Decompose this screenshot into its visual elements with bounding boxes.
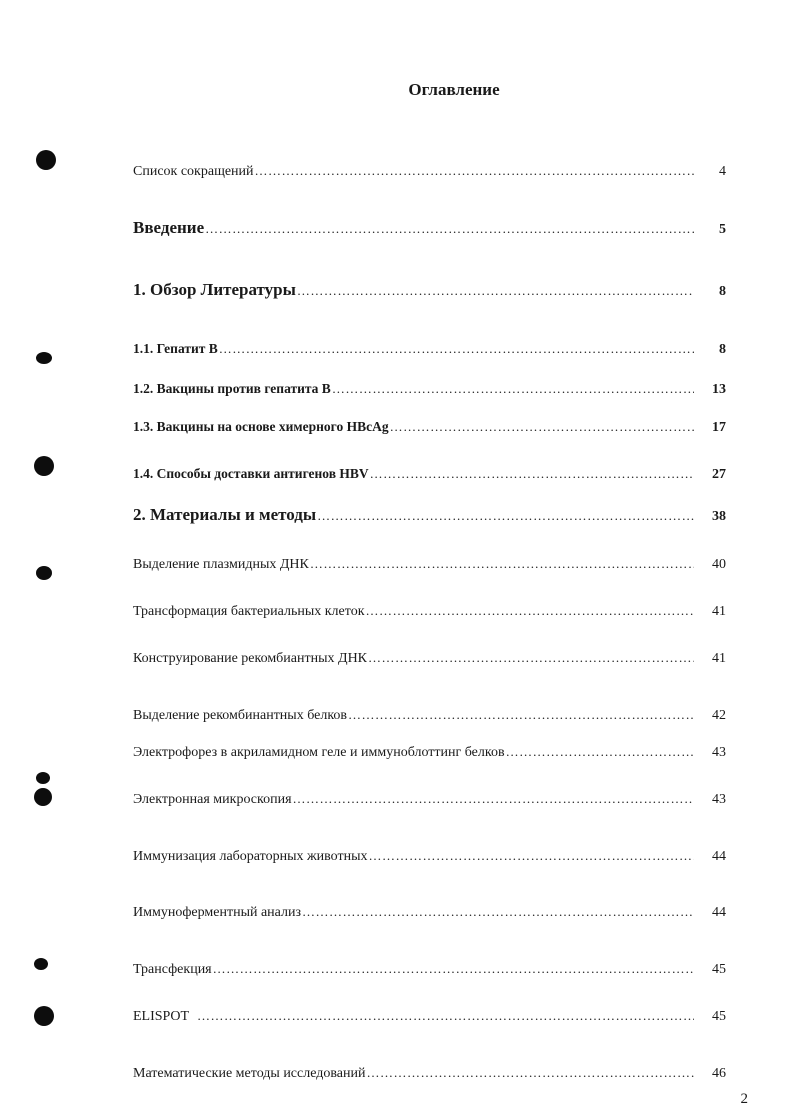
toc-entry-page: 41: [712, 651, 726, 666]
toc-entry-elisa[interactable]: [133, 904, 726, 926]
toc-entry-plasmid-dna[interactable]: [133, 556, 726, 578]
toc-entry-page: 44: [712, 849, 726, 864]
toc-entry-page: 45: [712, 1009, 726, 1024]
leader-dots: [347, 707, 694, 723]
toc-entry-text: 1.1. Гепатит В: [133, 341, 218, 356]
toc-entry-page: 45: [712, 962, 726, 977]
page-number: 2: [740, 1091, 748, 1107]
toc-entry-text: Электрофорез в акриламидном геле и иммуноблоттинг белков: [133, 745, 505, 760]
toc-entry-text: Трансфекция: [133, 962, 212, 977]
leader-dots: [292, 791, 694, 807]
toc-entry-text: Список сокращений: [133, 164, 254, 179]
toc-entry-page: 8: [719, 284, 726, 299]
toc-entry-text: ELISPOT: [133, 1009, 189, 1024]
toc-entry-materials-methods[interactable]: [133, 505, 726, 527]
toc-entry-page: 40: [712, 557, 726, 572]
leader-dots: [301, 904, 694, 920]
toc-entry-abbreviations[interactable]: [133, 163, 726, 185]
leader-dots: [218, 341, 694, 357]
leader-dots: [369, 466, 694, 482]
leader-dots: [189, 1008, 694, 1024]
leader-dots: [316, 508, 694, 524]
toc-entry-page: 27: [712, 467, 726, 482]
toc-entry-chimeric-hbcag[interactable]: [133, 419, 726, 441]
toc-entry-text: Трансформация бактериальных клеток: [133, 604, 365, 619]
toc-entry-page: 5: [719, 222, 726, 237]
toc-entry-page: 38: [712, 509, 726, 524]
toc-entry-text: 1.4. Способы доставки антигенов HBV: [133, 466, 369, 481]
punch-hole: [36, 772, 50, 784]
toc-entry-page: 17: [712, 420, 726, 435]
leader-dots: [331, 381, 694, 397]
toc-entry-immunization[interactable]: [133, 848, 726, 870]
punch-hole: [34, 456, 54, 476]
leader-dots: [505, 744, 694, 760]
leader-dots: [389, 419, 694, 435]
punch-hole: [36, 566, 52, 580]
punch-hole: [34, 1006, 54, 1026]
toc-entry-antigen-delivery[interactable]: [133, 466, 726, 488]
toc-entry-text: Конструирование рекомбиантных ДНК: [133, 651, 368, 666]
toc-entry-math-methods[interactable]: [133, 1065, 726, 1087]
toc-entry-literature-review[interactable]: [133, 280, 726, 302]
toc-entry-elispot[interactable]: [133, 1008, 726, 1030]
toc-entry-electrophoresis[interactable]: [133, 744, 726, 766]
toc-entry-page: 43: [712, 792, 726, 807]
toc-title: Оглавление: [408, 80, 500, 99]
toc-entry-text: 2. Материалы и методы: [133, 505, 317, 524]
toc-entry-page: 41: [712, 604, 726, 619]
toc-entry-recombinant-proteins[interactable]: [133, 707, 726, 729]
toc-entry-hepatitis-b[interactable]: [133, 341, 726, 363]
toc-entry-text: Электронная микроскопия: [133, 792, 292, 807]
toc-entry-page: 8: [719, 342, 726, 357]
leader-dots: [309, 556, 694, 572]
toc-entry-text: Иммунизация лабораторных животных: [133, 849, 368, 864]
toc-entry-vaccines-hepatitis-b[interactable]: [133, 381, 726, 403]
toc-entry-transformation[interactable]: [133, 603, 726, 625]
toc-entry-text: 1. Обзор Литературы: [133, 280, 296, 299]
leader-dots: [296, 283, 694, 299]
toc-entry-text: Выделение плазмидных ДНК: [133, 557, 309, 572]
punch-hole: [36, 150, 56, 170]
toc-entry-text: Иммуноферментный анализ: [133, 905, 302, 920]
toc-entry-page: 46: [712, 1066, 726, 1081]
toc-entry-page: 43: [712, 745, 726, 760]
leader-dots: [367, 650, 694, 666]
leader-dots: [204, 221, 694, 237]
leader-dots: [254, 163, 694, 179]
toc-entry-page: 13: [712, 382, 726, 397]
toc-entry-introduction[interactable]: [133, 218, 726, 240]
leader-dots: [366, 1065, 695, 1081]
toc-entry-page: 44: [712, 905, 726, 920]
toc-entry-electron-microscopy[interactable]: [133, 791, 726, 813]
toc-entry-text: Математические методы исследований: [133, 1066, 366, 1081]
punch-hole: [34, 788, 52, 806]
toc-entry-text: 1.2. Вакцины против гепатита В: [133, 381, 331, 396]
toc-entry-recombinant-dna[interactable]: [133, 650, 726, 672]
toc-entry-page: 42: [712, 708, 726, 723]
punch-hole: [34, 958, 48, 970]
toc-entry-text: Выделение рекомбинантных белков: [133, 708, 348, 723]
toc-entry-transfection[interactable]: [133, 961, 726, 983]
toc-entry-text: Введение: [133, 218, 205, 237]
leader-dots: [365, 603, 695, 619]
leader-dots: [212, 961, 694, 977]
punch-hole: [36, 352, 52, 364]
leader-dots: [368, 848, 695, 864]
toc-entry-page: 4: [719, 164, 726, 179]
toc-entry-text: 1.3. Вакцины на основе химерного HBcAg: [133, 419, 389, 434]
